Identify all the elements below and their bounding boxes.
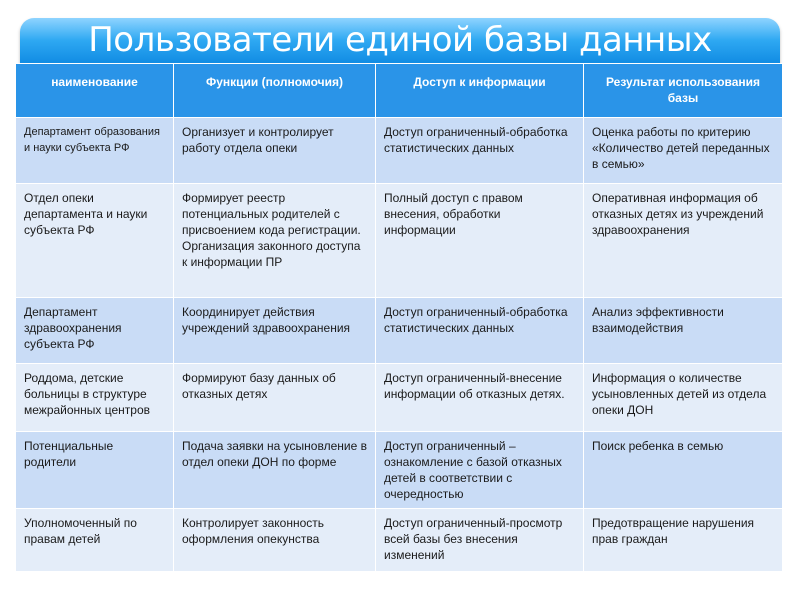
cell-functions: Подача заявки на усыновление в отдел опеки ДОН по форме — [174, 432, 376, 509]
cell-result: Анализ эффективности взаимодействия — [584, 298, 783, 364]
cell-name: Департамент образования и науки субъекта РФ — [16, 118, 174, 184]
cell-access: Доступ ограниченный-внесение информации об отказных детях. — [376, 364, 584, 432]
cell-functions: Координирует действия учреждений здравоохранения — [174, 298, 376, 364]
header-name: наименование — [16, 64, 174, 118]
table-row — [16, 364, 783, 432]
cell-functions: Формирует реестр потенциальных родителей с присвоением кода регистрации. Организация законного доступа к информации ПР — [174, 184, 376, 298]
cell-name: Отдел опеки департамента и науки субъекта РФ — [16, 184, 174, 298]
cell-result: Оперативная информация об отказных детях из учреждений здравоохранения — [584, 184, 783, 298]
cell-access: Доступ ограниченный-обработка статистических данных — [376, 118, 584, 184]
header-result: Результат использования базы — [584, 64, 783, 118]
cell-functions: Организует и контролирует работу отдела опеки — [174, 118, 376, 184]
title-bar — [20, 18, 780, 68]
cell-access: Доступ ограниченный – ознакомление с базой отказных детей в соответствии с очередностью — [376, 432, 584, 509]
cell-result: Информация о количестве усыновленных детей из отдела опеки ДОН — [584, 364, 783, 432]
cell-access: Доступ ограниченный-просмотр всей базы без внесения изменений — [376, 509, 584, 572]
table-row — [16, 298, 783, 364]
users-table — [15, 63, 783, 572]
header-row — [16, 64, 783, 118]
cell-name: Уполномоченный по правам детей — [16, 509, 174, 572]
cell-functions: Контролирует законность оформления опекунства — [174, 509, 376, 572]
cell-access: Полный доступ с правом внесения, обработки информации — [376, 184, 584, 298]
table-row — [16, 184, 783, 298]
cell-functions: Формируют базу данных об отказных детях — [174, 364, 376, 432]
table-row — [16, 509, 783, 572]
cell-name: Департамент здравоохранения субъекта РФ — [16, 298, 174, 364]
header-functions: Функции (полномочия) — [174, 64, 376, 118]
header-access: Доступ к информации — [376, 64, 584, 118]
cell-access: Доступ ограниченный-обработка статистических данных — [376, 298, 584, 364]
page-title: Пользователи единой базы данных — [88, 20, 712, 60]
cell-result: Оценка работы по критерию «Количество детей переданных в семью» — [584, 118, 783, 184]
cell-result: Поиск ребенка в семью — [584, 432, 783, 509]
cell-name: Потенциальные родители — [16, 432, 174, 509]
table-row — [16, 118, 783, 184]
cell-name: Роддома, детские больницы в структуре межрайонных центров — [16, 364, 174, 432]
cell-result: Предотвращение нарушения прав граждан — [584, 509, 783, 572]
table-row — [16, 432, 783, 509]
